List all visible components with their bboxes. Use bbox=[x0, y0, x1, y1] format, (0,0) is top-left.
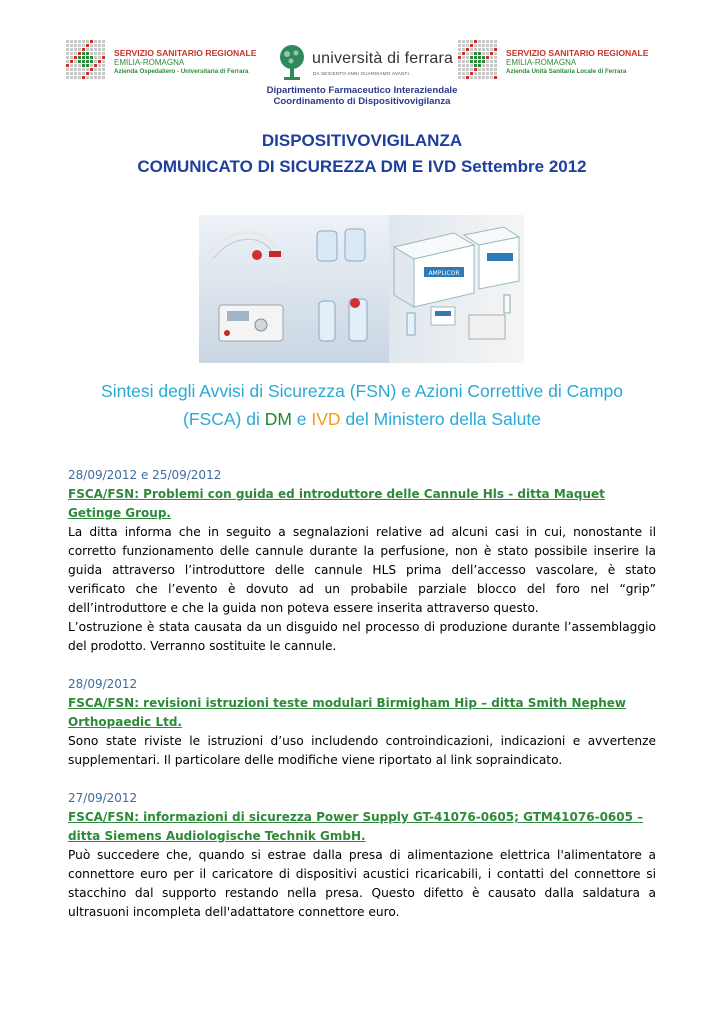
dm-label: DM bbox=[264, 409, 292, 429]
box-label: AMPLICOR bbox=[428, 270, 460, 277]
ivd-label: IVD bbox=[311, 409, 341, 429]
notice-body: Sono state riviste le istruzioni d’uso includendo controindicazioni, indicazioni e avvertenze supplementari. Il particolare delle modifiche viene riportato al link sopraindicato. bbox=[68, 734, 656, 767]
ssr-title: SERVIZIO SANITARIO REGIONALE bbox=[506, 48, 649, 58]
notice-body: L’ostruzione è stata causata da un disguido nel processo di produzione durante l’assemblaggio del prodotto. Verranno sostituite le cannule. bbox=[68, 620, 656, 653]
notice-date: 27/09/2012 bbox=[68, 791, 138, 805]
notice-item bbox=[68, 466, 656, 656]
department-line1: Dipartimento Farmaceutico Interaziendale bbox=[266, 85, 458, 96]
sintesi-line1: Sintesi degli Avvisi di Sicurezza (FSN) e Azioni Correttive di Campo bbox=[101, 381, 623, 401]
unife-name: università di ferrara bbox=[312, 50, 454, 67]
notice-link[interactable]: FSCA/FSN: revisioni istruzioni teste modulari Birmigham Hip – ditta Smith Nephew Orthopaedic Ltd. bbox=[68, 696, 627, 729]
tree-icon bbox=[276, 44, 308, 82]
sintesi-heading bbox=[0, 379, 724, 431]
notice-link[interactable]: FSCA/FSN: Problemi con guida ed introduttore delle Cannule Hls - ditta Maquet Getinge Group. bbox=[68, 487, 605, 520]
ssr-region: EMILIA-ROMAGNA bbox=[114, 58, 185, 67]
notice-date: 28/09/2012 e 25/09/2012 bbox=[68, 468, 222, 482]
notice-item bbox=[68, 789, 656, 922]
page-subtitle: COMUNICATO DI SICUREZZA DM E IVD Settembre 2012 bbox=[137, 157, 587, 176]
ssr-azienda: Azienda Ospedaliero - Universitaria di Ferrara bbox=[114, 68, 249, 75]
notice-date: 28/09/2012 bbox=[68, 677, 138, 691]
notice-item bbox=[68, 675, 656, 770]
notice-link[interactable]: FSCA/FSN: informazioni di sicurezza Power Supply GT-41076-0605; GTM41076-0605 – ditta Siemens Audiologische Technik GmbH. bbox=[68, 810, 644, 843]
notice-body: La ditta informa che in seguito a segnalazioni relative ad alcuni casi in cui, nonostante il corretto funzionamento delle cannule durante la perfusione, non è stato possibile inserire la guida attraverso l’introduttore delle cannule HLS prima dell’accesso vascolare, è stato verificato che l’evento è dovuto ad un probabile parziale blocco del foro nel “grip” dell’introduttore e che la guida non poteva essere inserita attraverso questo. bbox=[68, 525, 656, 615]
ssr-azienda: Azienda Unità Sanitaria Locale di Ferrara bbox=[506, 68, 627, 75]
notice-body: Può succedere che, quando si estrae dalla presa di alimentazione elettrica l'alimentatore a connettore euro per il caricatore di dispositivi acustici ricaricabili, i contatti del connettore si stacchino dal supporto restando nella presa. Questo difetto è causato dalla saldatura a ultrasuoni incompleta dell'adattatore connettore euro. bbox=[68, 848, 656, 919]
ssr-grid-icon bbox=[458, 40, 497, 79]
notices-list bbox=[68, 466, 656, 941]
ssr-title: SERVIZIO SANITARIO REGIONALE bbox=[114, 48, 257, 58]
header bbox=[0, 0, 724, 115]
ssr-grid-icon bbox=[66, 40, 105, 79]
product-photo-illustration bbox=[199, 215, 524, 363]
ssr-region: EMILIA-ROMAGNA bbox=[506, 58, 577, 67]
department-line2: Coordinamento di Dispositivovigilanza bbox=[273, 96, 451, 107]
department-heading bbox=[212, 85, 512, 107]
unife-logo bbox=[276, 44, 454, 82]
page-title: DISPOSITIVOVIGILANZA bbox=[261, 131, 463, 150]
product-photo bbox=[199, 215, 524, 363]
sintesi-line2: (FSCA) di DM e IVD del Ministero della Salute bbox=[183, 409, 541, 429]
unife-motto: DA SEICENTO ANNI GUARDIAMO AVANTI. bbox=[313, 71, 411, 76]
